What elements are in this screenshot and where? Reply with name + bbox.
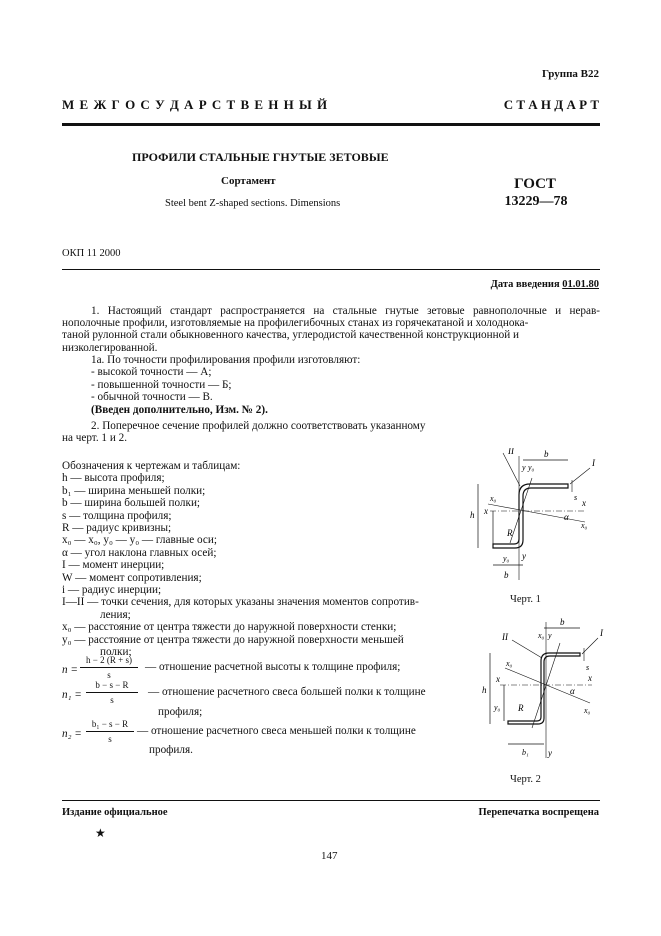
fig2-label-y: y (548, 748, 552, 758)
fig1-profile (493, 484, 568, 548)
fig1-leader-I (570, 468, 590, 484)
group-label: Группа В22 (541, 68, 599, 80)
fig1-label-I: I (592, 458, 595, 468)
paragraph-1a (91, 354, 360, 416)
reprint-label: Перепечатка воспрещена (478, 807, 599, 818)
fig1-label-x0-left: x₀ (490, 494, 497, 503)
title-english: Steel bent Z-shaped sections. Dimensions (165, 198, 341, 209)
okp-rule (62, 269, 600, 270)
formula-n1-lhs: n₁ = (62, 689, 82, 701)
fig1-axis-x0 (488, 504, 585, 522)
p1-line: нополочные профили, изготовляемые на профилегибочных станах из горячекатаной и холоднока- (62, 317, 529, 330)
standard-heading: С Т А Н Д А Р Т (503, 97, 599, 112)
figure-1 (460, 448, 610, 583)
notation-item: y₀ — расстояние от центра тяжести до наружной поверхности меньшей (62, 633, 404, 646)
fig1-label-alpha: α (564, 512, 569, 522)
formula-n-den: s (107, 670, 111, 680)
paragraph-2 (62, 420, 425, 445)
fig1-label-x-right: x (582, 498, 586, 508)
fig1-label-y-top: y (522, 463, 526, 472)
figure-2 (460, 618, 610, 758)
fig2-label-I: I (600, 628, 603, 638)
notation-item: I — момент инерции; (62, 559, 165, 572)
p2-line: 2. Поперечное сечение профилей должно соответствовать указанному (91, 420, 426, 432)
notation-list (62, 460, 419, 659)
fig2-label-R: R (518, 703, 524, 713)
fig2-label-x0-right: x₀ (584, 706, 591, 715)
fig1-leader-II (503, 453, 520, 486)
fig2-label-b1: b₁ (522, 748, 529, 757)
fig2-label-y0-left: y₀ (494, 703, 501, 712)
okp-code: ОКП 11 2000 (62, 248, 121, 259)
fig2-label-alpha: α (570, 686, 575, 696)
formula-n1-cont: профиля; (158, 706, 203, 718)
accuracy-item: - обычной точности — В. (91, 391, 213, 404)
fig2-leader-II (512, 640, 542, 658)
formula-n2-den: s (108, 734, 112, 744)
formula-n1-num: b − s − R (95, 680, 129, 690)
fig2-label-b: b (560, 618, 565, 627)
fig1-label-R: R (507, 528, 513, 538)
fig1-label-s: s (574, 493, 578, 502)
intro-date (491, 279, 599, 290)
notation-item: x₀ — расстояние от центра тяжести до наружной поверхности стенки; (62, 621, 397, 634)
formula-n2-text: — отношение расчетного свеса меньшей полки к толщине (137, 725, 416, 737)
fig2-label-x-left: x (496, 674, 500, 684)
edition-label: Издание официальное (62, 807, 168, 818)
formula-n-bar (80, 667, 138, 668)
notation-item: полки; (100, 646, 132, 659)
formula-n-lhs: n = (62, 664, 78, 676)
formula-n-num: h − 2 (R + s) (86, 655, 132, 665)
accuracy-item: - высокой точности — А; (91, 366, 212, 379)
notation-item: x₀ — x₀, y₀ — y₀ — главные оси; (62, 534, 217, 547)
fig2-label-x0-top: x₀ (538, 631, 545, 640)
formula-n2-bar (86, 731, 134, 732)
fig2-leader-I (582, 638, 598, 654)
notation-item: α — угол наклона главных осей; (62, 546, 217, 559)
fig2-label-s: s (586, 663, 590, 672)
formula-n-text: — отношение расчетной высоты к толщине профиля; (145, 661, 401, 673)
notation-item: b — ширина большей полки; (62, 497, 201, 510)
star-icon: ★ (95, 826, 106, 840)
fig1-label-II: II (508, 448, 514, 456)
fig1-label-y: y (522, 551, 526, 561)
fig1-label-y0-top: y₀ (528, 463, 535, 472)
fig1-label-x-left: x (484, 506, 488, 516)
p1a-text: 1а. По точности профилирования профили изготовляют: (91, 354, 361, 366)
fig2-label-x0-left: x₀ (506, 659, 513, 668)
notation-item: R — радиус кривизны; (62, 522, 172, 535)
gost-number: 13229—78 (504, 194, 568, 209)
p1-line: таной рулонной стали обыкновенного качества, углеродистой качественной конструкционной и (62, 329, 519, 342)
notation-item: b₁ — ширина меньшей полки; (62, 484, 206, 497)
fig2-axis-x0 (505, 668, 590, 703)
notation-item: I—II — точки сечения, для которых указаны значения моментов сопротив- (62, 596, 419, 609)
interstate-heading: М Е Ж Г О С У Д А Р С Т В Е Н Н Ы Й (62, 97, 329, 112)
p1-line: 1. Настоящий стандарт распространяется на стальные гнутые зетовые равнополочные и нерав- (91, 305, 600, 317)
fig2-label-x-right: x (588, 673, 592, 683)
fig1-label-x0-right: x₀ (581, 521, 588, 530)
figure-2-caption: Черт. 2 (510, 774, 541, 785)
page-title: ПРОФИЛИ СТАЛЬНЫЕ ГНУТЫЕ ЗЕТОВЫЕ (132, 150, 389, 164)
notation-item: h — высота профиля; (62, 472, 165, 485)
notation-item: ления; (100, 608, 131, 621)
accuracy-item: - повышенной точности — Б; (91, 378, 232, 391)
formula-n2-num: b₁ − s − R (91, 719, 129, 729)
intro-date-value: 01.01.80 (562, 279, 599, 290)
notation-title: Обозначения к чертежам и таблицам: (62, 460, 241, 472)
header-rule (62, 123, 600, 126)
figure-1-caption: Черт. 1 (510, 594, 541, 605)
notation-item: i — радиус инерции; (62, 584, 162, 597)
intro-date-label: Дата введения (490, 279, 560, 290)
formula-n1-text: — отношение расчетного свеса большей полки к толщине (148, 686, 426, 698)
fig1-label-y0: y₀ (503, 554, 510, 563)
notation-item: s — толщина профиля; (62, 509, 172, 522)
fig1-label-h: h (470, 510, 475, 520)
formula-n1-den: s (110, 695, 114, 705)
gost-label: ГОСТ (514, 176, 556, 192)
p2-line: на черт. 1 и 2. (62, 432, 127, 445)
formula-n2-lhs: n₂ = (62, 728, 82, 740)
fig1-label-b: b (544, 449, 549, 459)
fig2-label-II: II (502, 632, 508, 642)
title-sortament: Сортамент (221, 175, 276, 187)
paragraph-1 (62, 305, 600, 354)
fig1-label-b-bottom: b (504, 570, 509, 580)
added-note: (Введен дополнительно, Изм. № 2). (91, 403, 268, 416)
page-number: 147 (321, 850, 338, 862)
notation-item: W — момент сопротивления; (62, 571, 202, 584)
fig2-label-y-top: y (548, 631, 552, 640)
footer-rule (62, 800, 600, 801)
formula-n2-cont: профиля. (149, 744, 193, 756)
fig2-label-h: h (482, 685, 487, 695)
formula-n1-bar (86, 692, 138, 693)
p1-line: низколегированной. (62, 341, 158, 354)
